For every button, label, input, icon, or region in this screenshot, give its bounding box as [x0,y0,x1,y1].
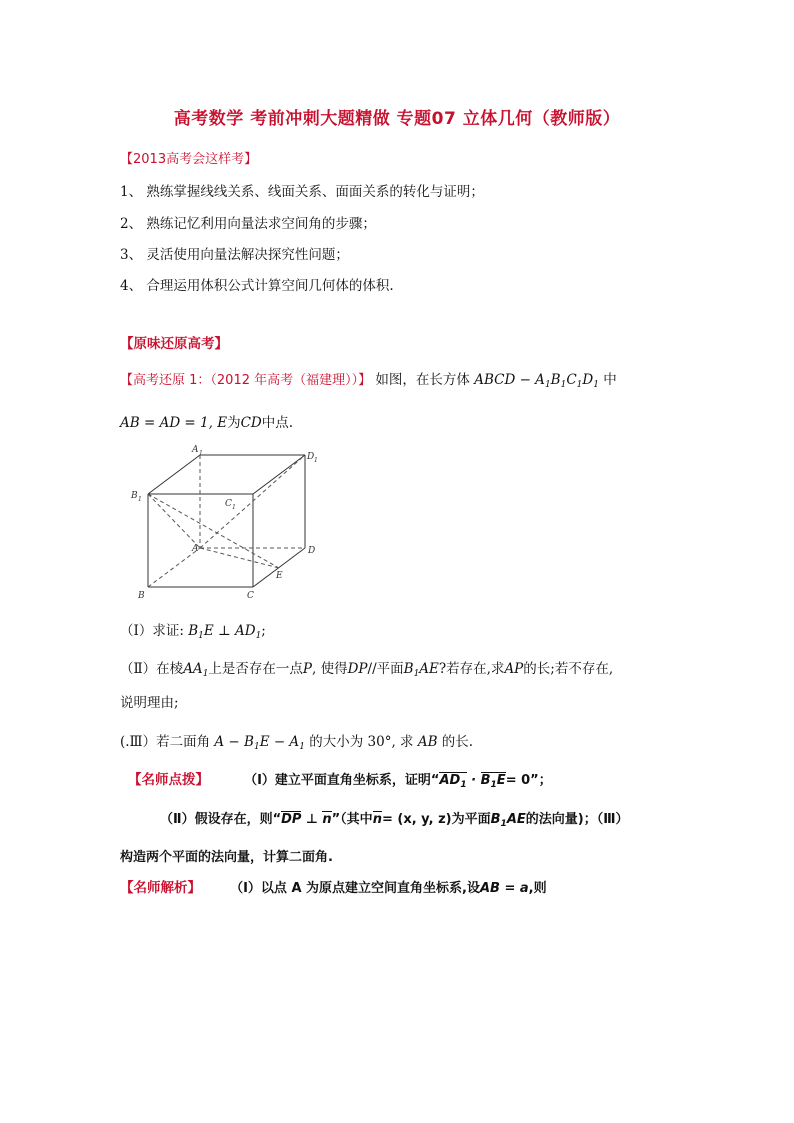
vertex-label: B [131,491,138,501]
solution-line-1: 【名师解析】 （Ⅰ）以点 A 为原点建立空间直角坐标系,设AB = a,则 [120,880,547,896]
problem-intro: 【高考还原 1：（2012 年高考（福建理））】 如图，在长方体 ABCD − $A_1B_1C_1D_1$ 中 [120,372,617,390]
svg-text:1: 1 [199,450,203,457]
page-title: 高考数学 考前冲刺大题精做 专题07 立体几何（教师版） [173,109,621,129]
svg-text:1: 1 [232,504,236,511]
question-2-cont: 说明理由; [120,695,179,711]
section-heading-original: 【原味还原高考】 [120,336,228,352]
vertex-label: B [138,591,145,601]
section-heading-exam-focus: 【2013高考会这样考】 [120,152,258,167]
question-3: (.Ⅲ）若二面角 $A - B_1E - A_1$ 的大小为 30°, 求 AB 的长. [120,734,474,752]
hint-line-2: （Ⅱ）假设存在，则“DP ⊥ n”（其中n= (x, y, z)为平面$B_1AE$的法向量)；（Ⅲ） [160,812,629,829]
vertex-label: D [308,546,316,556]
solid-name: ABCD − $A_1B_1C_1D_1$ [474,372,599,390]
vertex-label: D [307,452,315,462]
question-2: （Ⅱ）在棱$AA_1$上是否存在一点P, 使得DP//平面$B_1AE$?若存在,求AP的长;若不存在, [120,661,614,679]
list-item: 1、 熟练掌握线线关系、线面关系、面面关系的转化与证明； [120,184,484,200]
solution-tag: 【名师解析】 [120,880,201,896]
list-item: 4、 合理运用体积公式计算空间几何体的体积. [120,278,394,294]
list-item: 2、 熟练记忆利用向量法求空间角的步骤； [120,216,376,232]
problem-tag: 【高考还原 1：（2012 年高考（福建理））】 [120,373,372,388]
vertex-label: E [276,571,283,581]
vertex-label: C [225,499,232,509]
list-item: 3、 灵活使用向量法解决探究性问题； [120,247,349,263]
hint-line-3: 构造两个平面的法向量，计算二面角. [120,850,333,865]
svg-text:1: 1 [138,496,142,503]
svg-text:1: 1 [314,457,318,464]
vertex-label: A [192,445,199,455]
hint-line-1: 【名师点拨】 （Ⅰ）建立平面直角坐标系，证明“$AD_1 \cdot B_1E= 0$”； [128,772,552,790]
cuboid-figure [120,440,330,605]
problem-given: AB = AD = 1, E为CD中点. [120,415,294,431]
hint-tag: 【名师点拨】 [128,772,209,788]
question-1: （Ⅰ）求证: $B_1E$ ⊥ $AD_1$; [120,623,266,641]
vertex-label: C [247,591,254,601]
vertex-label: A [192,544,199,554]
